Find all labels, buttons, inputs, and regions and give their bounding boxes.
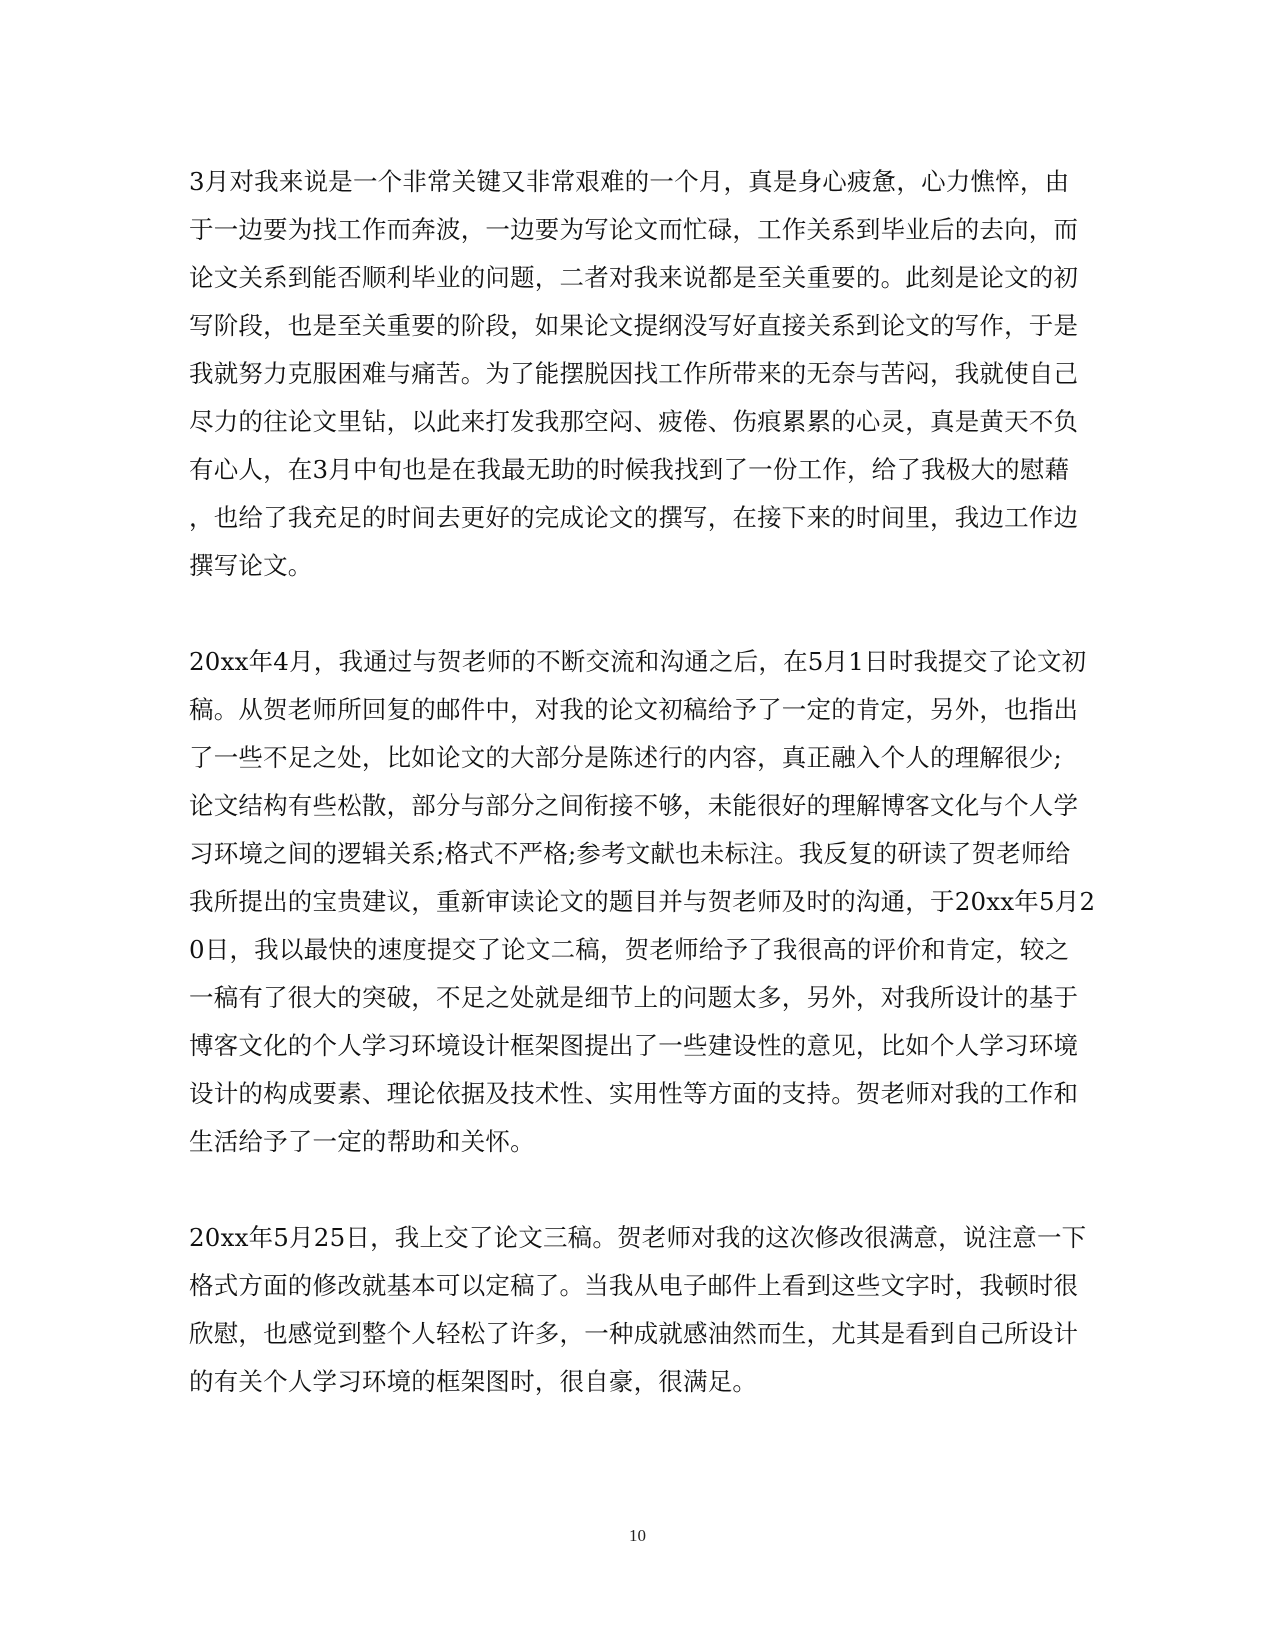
body-text [189,158,1096,1406]
text-line: 习环境之间的逻辑关系;格式不严格;参考文献也未标注。我反复的研读了贺老师给 [189,839,1071,868]
text-line: 论文关系到能否顺利毕业的问题，二者对我来说都是至关重要的。此刻是论文的初 [189,263,1079,292]
text-line: 博客文化的个人学习环境设计框架图提出了一些建设性的意见，比如个人学习环境 [189,1031,1079,1060]
text-line: 一稿有了很大的突破，不足之处就是细节上的问题太多，另外，对我所设计的基于 [189,983,1079,1012]
text-line: 我就努力克服困难与痛苦。为了能摆脱因找工作所带来的无奈与苦闷，我就使自己 [189,359,1079,388]
paragraph-2 [189,638,1096,1166]
text-line: 格式方面的修改就基本可以定稿了。当我从电子邮件上看到这些文字时，我顿时很 [189,1271,1079,1300]
paragraph-3 [189,1214,1089,1406]
text-line: 设计的构成要素、理论依据及技术性、实用性等方面的支持。贺老师对我的工作和 [189,1079,1079,1108]
text-line: 于一边要为找工作而奔波，一边要为写论文而忙碌，工作关系到毕业后的去向，而 [189,215,1079,244]
text-line: 20xx年4月，我通过与贺老师的不断交流和沟通之后，在5月1日时我提交了论文初 [189,647,1087,676]
page-number: 10 [629,1526,646,1545]
text-line: 撰写论文。 [189,551,313,580]
text-line: 有心人，在3月中旬也是在我最无助的时候我找到了一份工作，给了我极大的慰藉 [189,455,1070,484]
text-line: 3月对我来说是一个非常关键又非常艰难的一个月，真是身心疲惫，心力憔悴，由 [189,167,1070,196]
text-line: 写阶段，也是至关重要的阶段，如果论文提纲没写好直接关系到论文的写作，于是 [189,311,1079,340]
text-line: 20xx年5月25日，我上交了论文三稿。贺老师对我的这次修改很满意，说注意一下 [189,1223,1087,1252]
paragraph-spacer [189,590,1089,638]
paragraph-spacer [189,1166,1089,1214]
text-line: 尽力的往论文里钻，以此来打发我那空闷、疲倦、伤痕累累的心灵，真是黄天不负 [189,407,1079,436]
text-line: 生活给予了一定的帮助和关怀。 [189,1127,535,1156]
text-line: 欣慰，也感觉到整个人轻松了许多，一种成就感油然而生，尤其是看到自己所设计 [189,1319,1079,1348]
text-line: 的有关个人学习环境的框架图时，很自豪，很满足。 [189,1367,758,1396]
text-line: ，也给了我充足的时间去更好的完成论文的撰写，在接下来的时间里，我边工作边 [189,503,1079,532]
text-line: 了一些不足之处，比如论文的大部分是陈述行的内容，真正融入个人的理解很少; [189,743,1062,772]
paragraph-1 [189,158,1089,590]
text-line: 0日，我以最快的速度提交了论文二稿，贺老师给予了我很高的评价和肯定，较之 [189,935,1070,964]
text-line: 我所提出的宝贵建议，重新审读论文的题目并与贺老师及时的沟通，于20xx年5月2 [189,887,1096,916]
text-line: 论文结构有些松散，部分与部分之间衔接不够，未能很好的理解博客文化与个人学 [189,791,1079,820]
text-line: 稿。从贺老师所回复的邮件中，对我的论文初稿给予了一定的肯定，另外，也指出 [189,695,1079,724]
